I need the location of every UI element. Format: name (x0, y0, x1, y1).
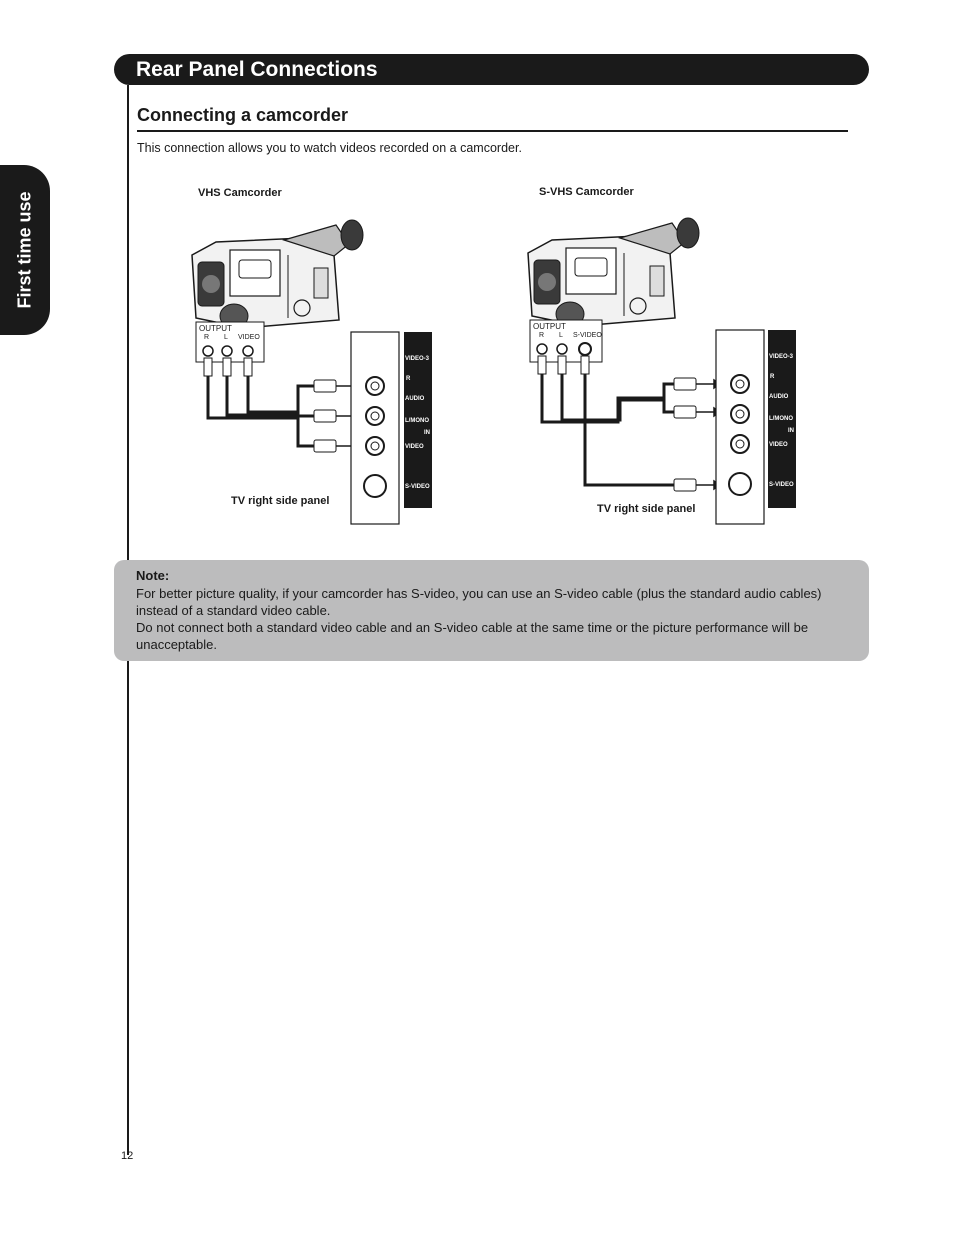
tv-label-video3: VIDEO-3 (769, 354, 794, 360)
connection-diagram (186, 180, 806, 530)
svhs-jack-label: S-VIDEO (573, 332, 602, 339)
side-tab (0, 165, 50, 335)
note-heading: Note: (136, 568, 170, 583)
vhs-camcorder-icon (192, 220, 363, 328)
svhs-output-title: OUTPUT (533, 322, 566, 331)
tv-label-video: VIDEO (769, 442, 788, 448)
section-title: Connecting a camcorder (137, 105, 349, 125)
svhs-camcorder-label: S-VHS Camcorder (539, 186, 634, 198)
vhs-camcorder-label: VHS Camcorder (198, 187, 282, 199)
header-bar (114, 54, 869, 85)
svhs-panel-label: TV right side panel (597, 503, 696, 515)
section-divider (137, 130, 848, 132)
svhs-camcorder-icon (528, 218, 699, 326)
vhs-jack-label: L (224, 334, 228, 341)
note-body (136, 585, 861, 653)
svhs-cables (542, 374, 674, 485)
vhs-panel-label: TV right side panel (231, 495, 330, 507)
tv-label-in: IN (788, 428, 794, 434)
svhs-jack-label: L (559, 332, 563, 339)
side-tab-label: First time use (14, 191, 35, 309)
tv-label-in: IN (424, 430, 430, 436)
tv-label-r: R (770, 374, 775, 380)
tv-label-lmono: L/MONO (769, 416, 793, 422)
tv-label-lmono: L/MONO (405, 418, 429, 424)
tv-label-video3: VIDEO-3 (405, 356, 430, 362)
note-line: For better picture quality, if your camcorder has S-video, you can use an S-video cable (plus the standard audio cables) instead of a standard video cable. (136, 586, 822, 618)
vhs-jack-label: VIDEO (238, 334, 260, 341)
page-title: Rear Panel Connections (136, 58, 378, 81)
vhs-output-title: OUTPUT (199, 324, 232, 333)
svhs-jack-label: R (539, 332, 545, 339)
tv-label-svideo: S-VIDEO (405, 484, 430, 490)
page-number: 12 (121, 1150, 134, 1162)
vhs-cables (208, 376, 314, 446)
note-box (114, 560, 869, 661)
intro-text: This connection allows you to watch videos recorded on a camcorder. (137, 141, 522, 155)
note-line: Do not connect both a standard video cable and an S-video cable at the same time or the picture performance will be unacceptable. (136, 620, 809, 652)
tv-label-video: VIDEO (405, 444, 424, 450)
tv-label-r: R (406, 376, 411, 382)
tv-label-audio: AUDIO (405, 396, 425, 402)
vhs-jack-label: R (204, 334, 210, 341)
tv-label-svideo: S-VIDEO (769, 482, 794, 488)
tv-label-audio: AUDIO (769, 394, 789, 400)
connection-diagram-svg (186, 180, 806, 530)
